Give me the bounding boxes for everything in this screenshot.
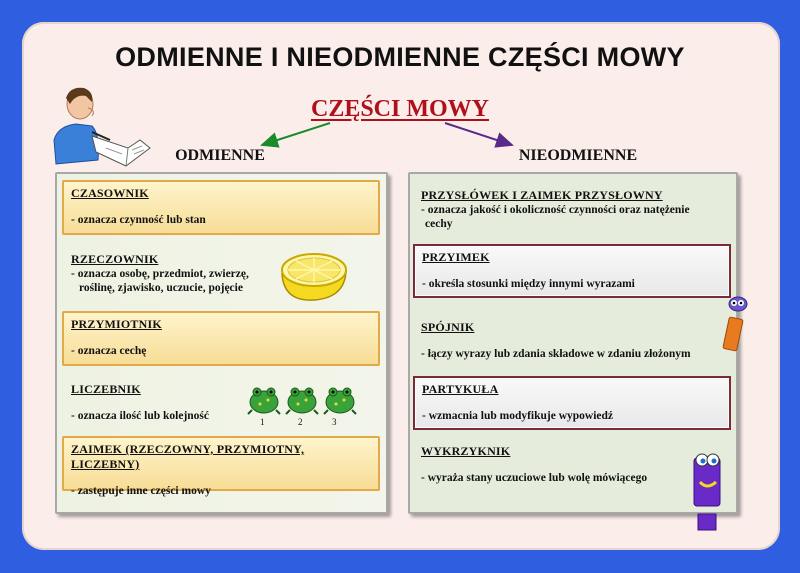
arrow-left (262, 123, 330, 145)
item-title: SPÓJNIK (421, 320, 475, 334)
item-title: PARTYKUŁA (422, 382, 499, 396)
item-spojnik (421, 320, 721, 361)
page-title: ODMIENNE I NIEODMIENNE CZĘŚCI MOWY (115, 42, 685, 72)
item-desc: - oznacza cechę (71, 345, 147, 357)
item-desc: - oznacza ilość lub kolejność (71, 410, 209, 422)
letter-i-character-icon (718, 294, 758, 354)
item-wykrzyknik (421, 444, 701, 485)
reading-man-icon (48, 82, 156, 172)
item-desc: cechy (425, 218, 453, 230)
arrow-right (445, 123, 512, 145)
page-subtitle: CZĘŚCI MOWY (310, 96, 490, 122)
heading-nieodmienne: NIEODMIENNE (518, 147, 638, 164)
item-desc: - oznacza osobę, przedmiot, zwierzę, (71, 268, 249, 280)
frog-number: 3 (332, 417, 337, 427)
item-czasownik (62, 180, 380, 235)
item-title: CZASOWNIK (71, 186, 149, 200)
lemon-icon (274, 246, 352, 302)
item-title: LICZEBNIK (71, 382, 141, 396)
item-desc: - określa stosunki między innymi wyrazami (422, 278, 635, 290)
item-przyimek (413, 244, 731, 298)
item-desc: - zastępuje inne części mowy (71, 485, 211, 497)
item-desc: - oznacza czynność lub stan (71, 214, 206, 226)
heading-odmienne: ODMIENNE (175, 147, 265, 164)
item-partykula (413, 376, 731, 430)
item-desc: roślinę, zjawisko, uczucie, pojęcie (79, 282, 243, 294)
item-rzeczownik (71, 252, 291, 295)
frog-number: 2 (298, 417, 303, 427)
item-title: PRZYSŁÓWEK I ZAIMEK PRZYSŁOWNY (421, 188, 663, 202)
frog-number: 1 (260, 417, 265, 427)
item-liczebnik (71, 382, 271, 423)
item-desc: - łączy wyrazy lub zdania składowe w zdaniu złożonym (421, 348, 691, 360)
item-title: ZAIMEK (RZECZOWNY, PRZYMIOTNY, LICZEBNY) (71, 442, 305, 471)
item-title: PRZYIMEK (422, 250, 490, 264)
item-title: RZECZOWNIK (71, 252, 159, 266)
item-title: PRZYMIOTNIK (71, 317, 162, 331)
item-desc: - wyraża stany uczuciowe lub wolę mówiącego (421, 472, 648, 484)
item-zaimek (62, 436, 380, 497)
item-title: WYKRZYKNIK (421, 444, 511, 458)
exclamation-character-icon (686, 446, 730, 536)
item-przyslowek (421, 188, 721, 231)
item-desc: - wzmacnia lub modyfikuje wypowiedź (422, 410, 614, 422)
item-desc: - oznacza jakość i okoliczność czynności oraz natężenie (421, 204, 690, 216)
item-przymiotnik (62, 311, 380, 366)
